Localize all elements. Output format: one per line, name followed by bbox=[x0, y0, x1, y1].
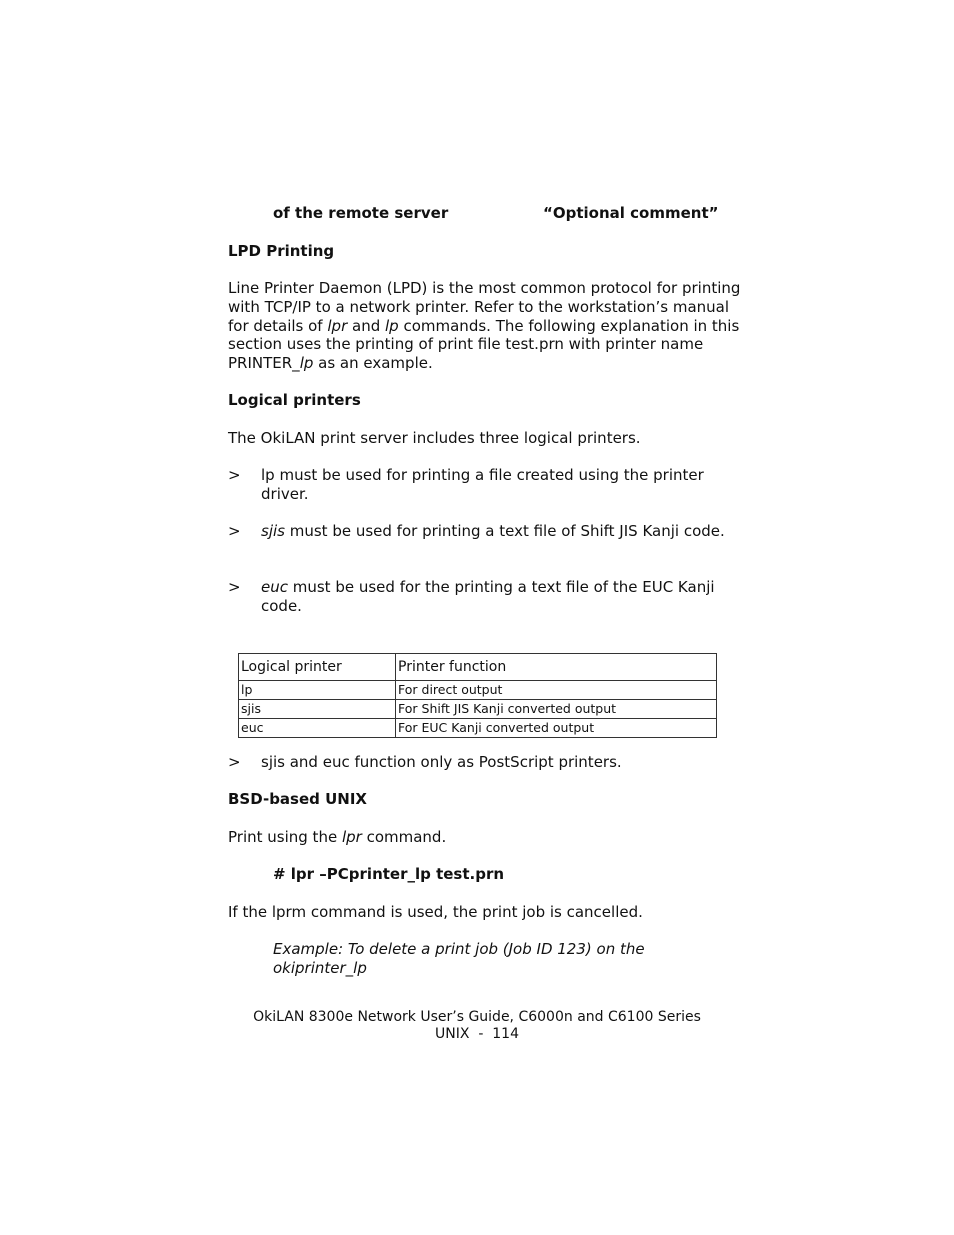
table-row bbox=[239, 681, 717, 700]
logical-printers-heading: Logical printers bbox=[228, 391, 361, 409]
lpd-printing-heading: LPD Printing bbox=[228, 242, 335, 260]
footer-page-number: UNIX - 114 bbox=[434, 1026, 519, 1042]
table-header-cell: Logical printer bbox=[239, 654, 396, 681]
logical-printers-intro: The OkiLAN print server includes three logical printers. bbox=[228, 429, 641, 447]
lpr-command: # lpr –PCprinter_lp test.prn bbox=[273, 865, 505, 883]
postscript-note: sjis and euc function only as PostScript printers. bbox=[261, 753, 622, 771]
bullet-euc: euc must be used for the printing a text file of the EUC Kanji code. bbox=[261, 578, 715, 615]
table-header-cell: Printer function bbox=[396, 654, 717, 681]
table-cell: For Shift JIS Kanji converted output bbox=[396, 700, 717, 719]
table-cell: sjis bbox=[239, 700, 396, 719]
table-cell: For direct output bbox=[396, 681, 717, 700]
table-cell: lp bbox=[239, 681, 396, 700]
lprm-text: If the lprm command is used, the print job is cancelled. bbox=[228, 903, 643, 921]
optional-comment-label: “Optional comment” bbox=[543, 204, 719, 222]
bsd-print-instruction: Print using the lpr command. bbox=[228, 828, 447, 846]
table-cell: For EUC Kanji converted output bbox=[396, 719, 717, 738]
table-row bbox=[239, 719, 717, 738]
logical-printer-table bbox=[238, 653, 717, 738]
bullet-marker: > bbox=[228, 466, 241, 484]
table-cell: euc bbox=[239, 719, 396, 738]
bullet-sjis: sjis must be used for printing a text file of Shift JIS Kanji code. bbox=[261, 522, 725, 540]
footer-title: OkiLAN 8300e Network User’s Guide, C6000n and C6100 Series bbox=[253, 1009, 701, 1025]
bullet-marker: > bbox=[228, 578, 241, 596]
bullet-lp: lp must be used for printing a file created using the printer driver. bbox=[261, 466, 704, 503]
lpd-paragraph: Line Printer Daemon (LPD) is the most common protocol for printing with TCP/IP to a network printer. Refer to the workstation’s manual for details of lpr and lp commands. The following explanation in this section uses the printing of print file test.prn with printer name PRINTER_lp as an example. bbox=[228, 279, 741, 373]
example-text: Example: To delete a print job (Job ID 123) on the okiprinter_lp bbox=[273, 940, 645, 977]
bullet-marker: > bbox=[228, 753, 241, 771]
table-row bbox=[239, 700, 717, 719]
bullet-marker: > bbox=[228, 522, 241, 540]
remote-server-label: of the remote server bbox=[273, 204, 449, 222]
table-header-row bbox=[239, 654, 717, 681]
bsd-unix-heading: BSD-based UNIX bbox=[228, 790, 367, 808]
